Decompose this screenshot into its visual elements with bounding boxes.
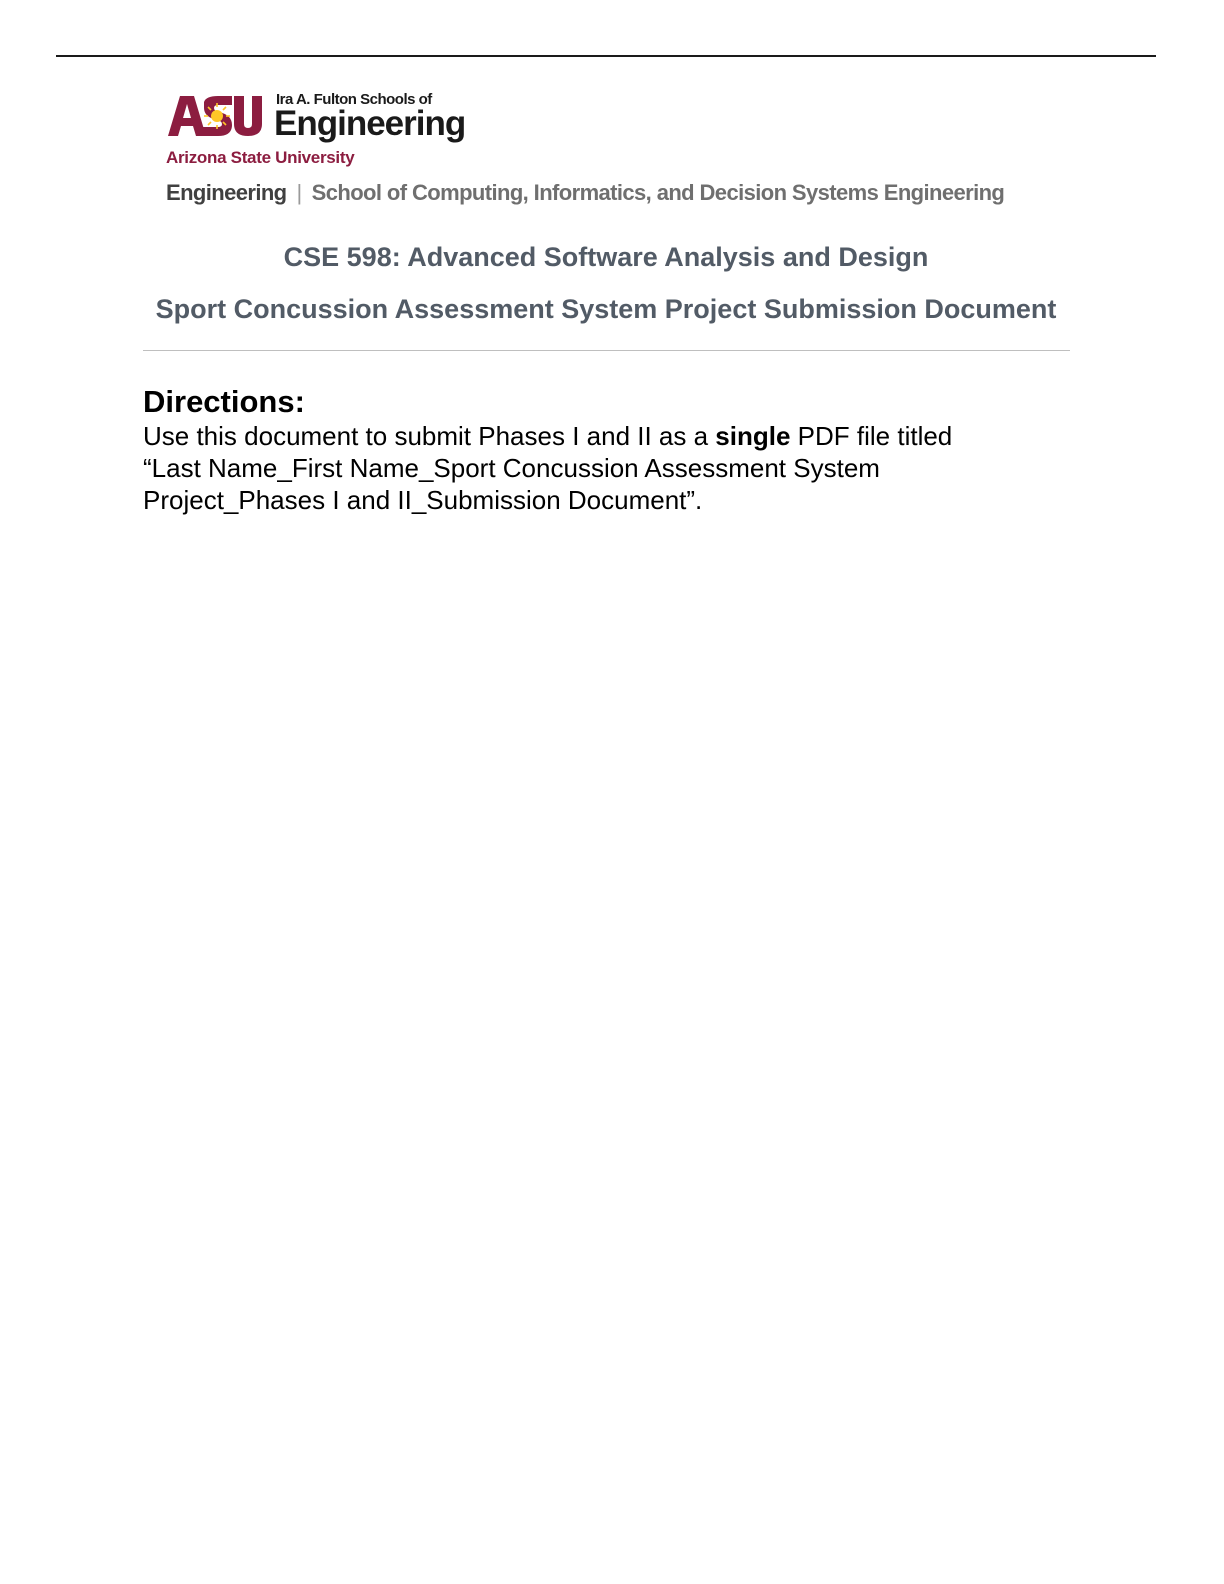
school-department: School of Computing, Informatics, and Decision Systems Engineering [311,180,1005,205]
top-rule [56,55,1156,57]
directions-body [143,420,1043,516]
directions-line-1-start: Use this document to submit Phases I and II as a [143,421,716,451]
asu-logo-block [166,90,1066,215]
fulton-schools-text: Ira A. Fulton Schools of [276,91,432,108]
directions-line-3: Project_Phases I and II_Submission Document”. [143,485,703,515]
directions-line-1-end: PDF file titled [790,421,953,451]
directions-line-2: “Last Name_First Name_Sport Concussion Assessment System [143,453,880,483]
directions-emphasis: single [715,421,791,451]
university-name: Arizona State University [166,148,355,167]
engineering-wordmark: Engineering [274,104,466,143]
document-title: Sport Concussion Assessment System Project Submission Document [155,294,1057,324]
directions-line-1 [143,420,1043,452]
asu-logo-icon [166,92,266,138]
directions-heading: Directions: [143,384,305,419]
school-unit: Engineering [166,180,287,205]
school-separator: | [296,180,302,205]
school-line [166,180,1004,206]
title-divider [143,350,1070,351]
course-title: CSE 598: Advanced Software Analysis and Design [283,242,929,272]
